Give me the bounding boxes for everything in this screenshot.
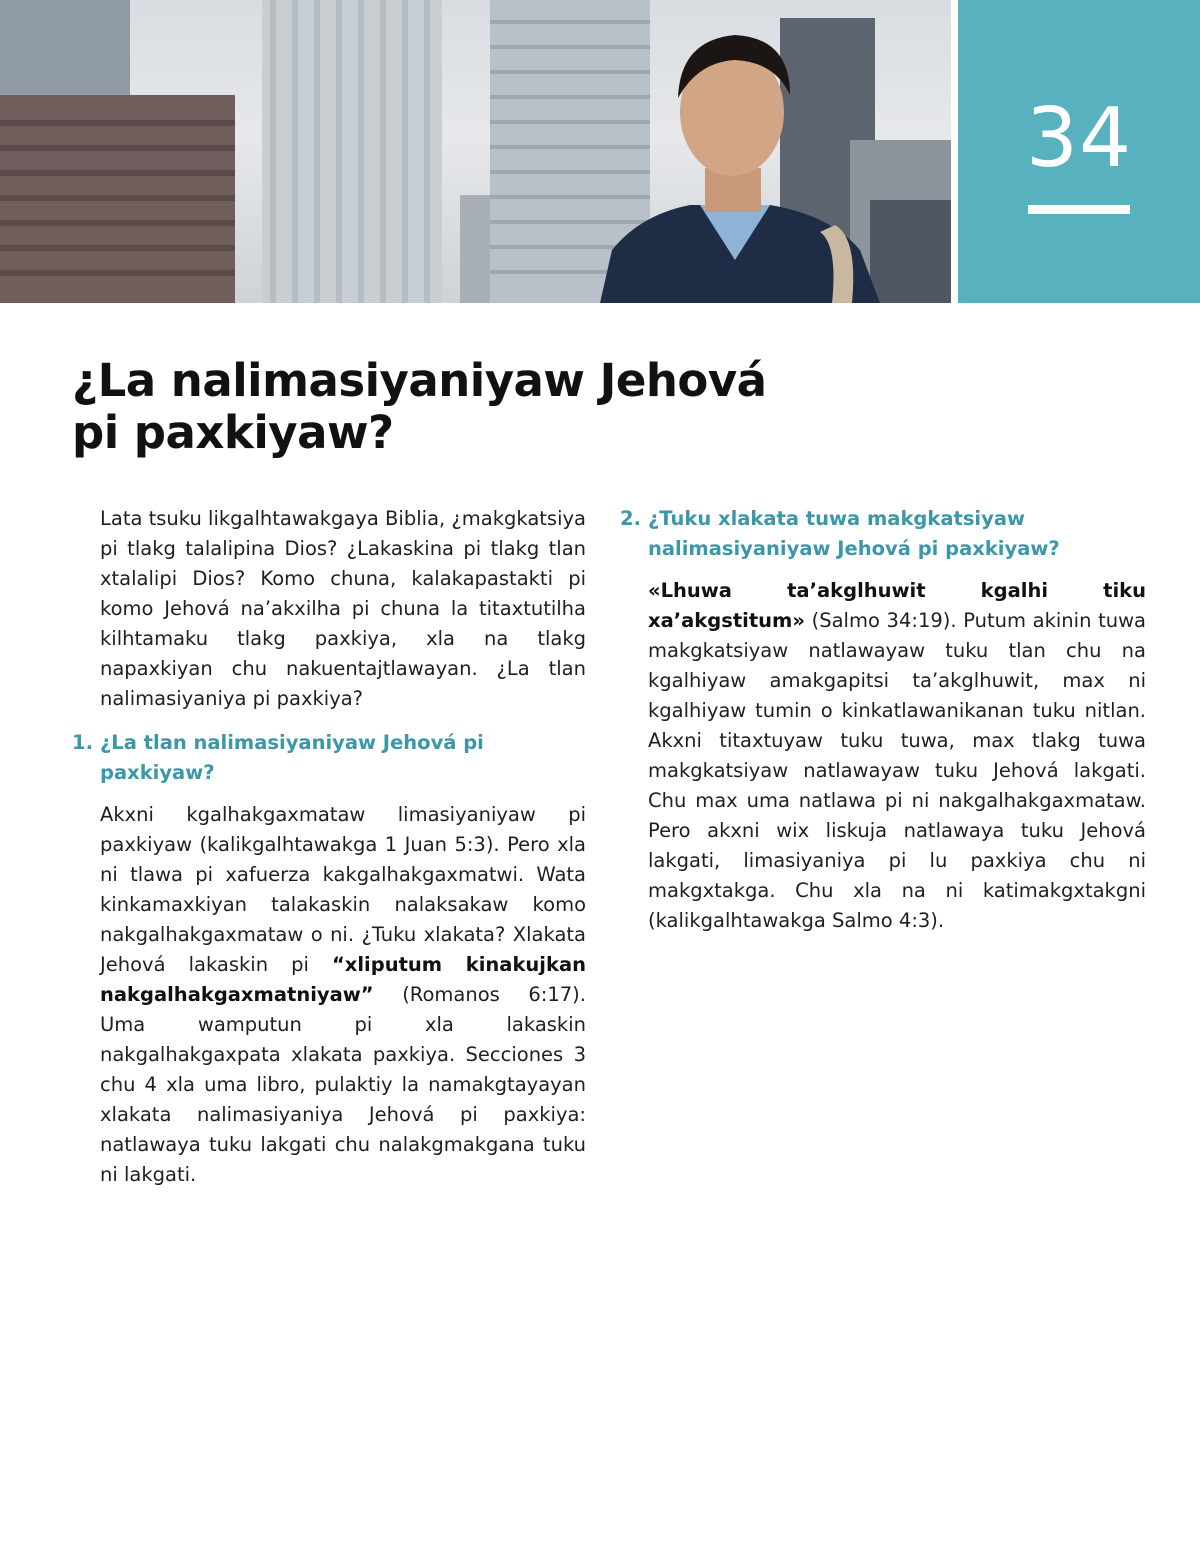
page-title (72, 355, 832, 459)
section-1-heading-text: ¿La tlan nalimasiyaniyaw Jehová pi paxkiyaw? (100, 731, 484, 784)
left-column (72, 504, 586, 1190)
hero-photo (0, 0, 951, 303)
right-column (620, 504, 1146, 936)
page-title-line-2: pi paxkiyaw? (72, 406, 394, 459)
chapter-badge (958, 0, 1200, 303)
intro-paragraph: Lata tsuku likgalhtawakgaya Biblia, ¿makgkatsiya pi tlakg talalipina Dios? ¿Lakaskina pi tlakg tlan xtalalipi Dios? Komo chuna, kalakapastakti pi komo Jehová na’akxilha pi chuna la titaxtutilha kilhtamaku tlakg paxkiya, xla na tlakg napaxkiyan chu nakuentajtlawayan. ¿La tlan nalimasiyaniya pi paxkiya? (100, 507, 586, 710)
section-1-number: 1. (72, 731, 93, 754)
section-1-text-a: Akxni kgalhakgaxmataw limasiyaniyaw pi paxkiyaw (kalikgalhtawakga 1 Juan 5:3). Pero xla ni tlawa pi xafuerza kakgalhakgaxmatwi. Wata kinkamaxkiyan talakaskin nalaksakaw komo nakgalhakgaxmataw o ni. ¿Tuku xlakata? Xlakata Jehová lakaskin pi (100, 803, 586, 976)
section-1-bold-quote: “xliputum kinakujkan nakgalhakgaxmatniyaw” (100, 953, 586, 1006)
section-2-paragraph (620, 576, 1146, 936)
city-skyline-illustration (0, 0, 951, 303)
section-1-text-b: (Romanos 6:17). Uma wamputun pi xla lakaskin nakgalhakgaxpata xlakata paxkiya. Secciones 3 chu 4 xla uma libro, pulaktiy la namakgtayayan xlakata nalimasiyaniya Jehová pi paxkiya: natlawaya tuku lakgati chu nalakgmakgana tuku ni lakgati. (100, 983, 586, 1186)
page-title-line-1: ¿La nalimasiyaniyaw Jehová (72, 354, 767, 407)
chapter-number: 34 (1025, 91, 1133, 186)
section-2-text: (Salmo 34:19). Putum akinin tuwa makgkatsiyaw natlawayaw tuku tlan chu na kgalhiyaw amakgapitsi ta’akglhuwit, max ni kgalhiyaw tumin o kinkatlawanikanan tuku nitlan. Akxni titaxtuyaw tuku tuwa, max tlakg tuwa makgkatsiyaw natlawayaw tuku Jehová lakgati. Chu max uma natlawa pi ni nakgalhakgaxmataw. Pero akxni wix liskuja natlawaya tuku Jehová lakgati, limasiyaniya pi lu paxkiya chu ni makgxtakga. Chu xla na ni katimakgxtakgni (kalikgalhtawakga Salmo 4:3). (648, 609, 1146, 932)
section-2-bold-quote: «Lhuwa ta’akglhuwit kgalhi tiku xa’akgstitum» (648, 579, 1146, 632)
section-2-heading (620, 504, 1146, 564)
chapter-underline (1028, 205, 1130, 214)
section-1-heading (72, 728, 586, 788)
section-1-paragraph (72, 800, 586, 1190)
section-2-number: 2. (620, 507, 641, 530)
section-2-heading-text: ¿Tuku xlakata tuwa makgkatsiyaw nalimasiyaniyaw Jehová pi paxkiyaw? (648, 507, 1060, 560)
